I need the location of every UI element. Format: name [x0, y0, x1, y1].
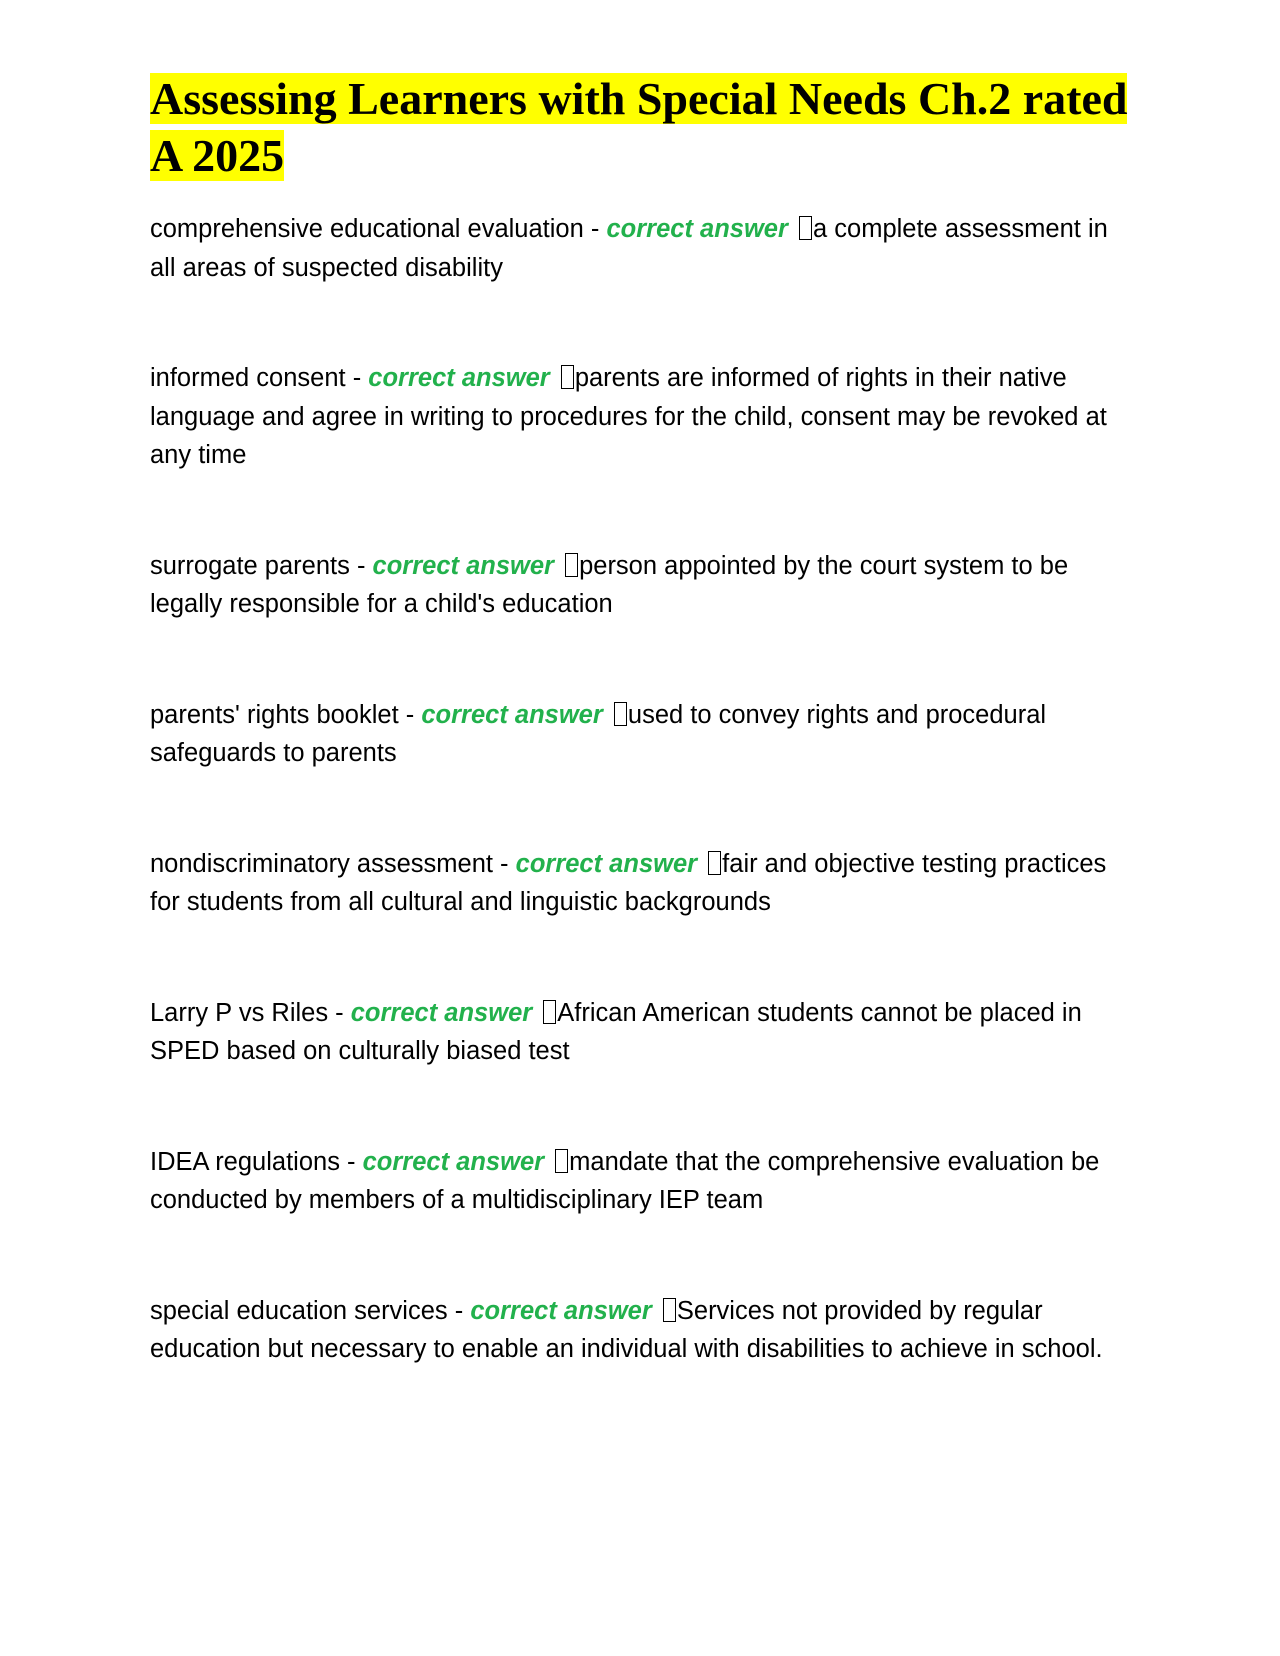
entry-definition: person appointed by the court system to be legally responsible for a child's education — [150, 551, 1069, 618]
flashcard-entry — [150, 210, 1140, 287]
entry-separator: - — [339, 1147, 363, 1176]
entry-definition: mandate that the comprehensive evaluation be conducted by members of a multidisciplinary IEP team — [150, 1147, 1100, 1214]
document-title — [150, 70, 1140, 184]
entry-term: surrogate parents — [150, 551, 350, 580]
entry-definition: parents are informed of rights in their native language and agree in writing to procedures for the child, consent may be revoked at any time — [150, 364, 1107, 469]
missing-glyph-icon — [799, 216, 812, 240]
entry-separator: - — [492, 849, 516, 878]
correct-answer-label: correct answer — [362, 1147, 545, 1176]
flashcard-entry — [150, 994, 1140, 1071]
correct-answer-label: correct answer — [350, 998, 533, 1027]
missing-glyph-icon — [614, 702, 627, 726]
entry-definition: a complete assessment in all areas of suspected disability — [150, 215, 1108, 282]
flashcard-entry — [150, 696, 1140, 773]
entry-separator: - — [447, 1296, 471, 1325]
missing-glyph-icon — [555, 1149, 568, 1173]
entry-definition: Services not provided by regular education but necessary to enable an individual with disabilities to achieve in school. — [150, 1296, 1103, 1363]
entry-definition: used to convey rights and procedural safeguards to parents — [150, 700, 1047, 767]
missing-glyph-icon — [561, 365, 574, 389]
correct-answer-label: correct answer — [515, 849, 698, 878]
entry-term: nondiscriminatory assessment — [150, 849, 493, 878]
missing-glyph-icon — [543, 1000, 556, 1024]
entry-term: special education services — [150, 1296, 448, 1325]
entry-separator: - — [398, 700, 422, 729]
entry-term: parents' rights booklet — [150, 700, 399, 729]
entry-term: Larry P vs Riles — [150, 998, 329, 1027]
correct-answer-label: correct answer — [470, 1296, 652, 1325]
correct-answer-label: correct answer — [606, 215, 788, 243]
correct-answer-label: correct answer — [372, 551, 554, 580]
missing-glyph-icon — [565, 553, 578, 577]
entry-separator: - — [328, 998, 351, 1027]
missing-glyph-icon — [708, 851, 721, 875]
correct-answer-label: correct answer — [368, 364, 550, 392]
flashcard-entry — [150, 1143, 1140, 1220]
flashcard-entry — [150, 845, 1140, 922]
entry-term: IDEA regulations — [150, 1147, 340, 1176]
entry-term: informed consent — [150, 364, 346, 392]
entry-separator: - — [345, 364, 369, 392]
entry-separator: - — [583, 215, 607, 243]
flashcard-entry — [150, 547, 1140, 624]
missing-glyph-icon — [663, 1298, 676, 1322]
document-page — [150, 70, 1140, 1441]
entry-separator: - — [349, 551, 373, 580]
entry-term: comprehensive educational evaluation — [150, 215, 584, 243]
flashcard-entry — [150, 1292, 1140, 1369]
entry-definition: fair and objective testing practices for students from all cultural and linguistic backgrounds — [150, 849, 1107, 916]
correct-answer-label: correct answer — [421, 700, 603, 729]
entry-definition: African American students cannot be placed in SPED based on culturally biased test — [150, 998, 1082, 1065]
title-highlight: Assessing Learners with Special Needs Ch.2 rated A 2025 — [150, 73, 1128, 181]
flashcard-entry — [150, 359, 1140, 475]
